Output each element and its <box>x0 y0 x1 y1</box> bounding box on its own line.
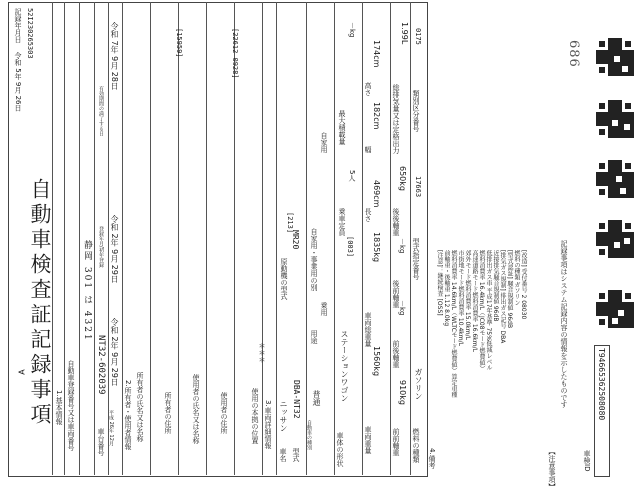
expiry-label: 有効期間の満了する日 <box>98 86 104 136</box>
remarks-line: [注意]：継続検査 [OSS] <box>436 250 443 316</box>
vehicle-section-heading: 3.車両詳細情報 <box>264 400 272 449</box>
remarks-line: 高速道路モード燃料消費率 16.6km/L <box>471 250 478 352</box>
issue-date-2: 令和 2年 9月 29日 <box>110 215 119 283</box>
max-load-label: 最大積載量 <box>338 110 346 145</box>
height-label: 高さ <box>364 82 372 96</box>
vehicle-name-label: 車名 <box>279 448 287 462</box>
vehicle-name-code: [213] <box>286 212 294 234</box>
remarks-heading: 4.備考 <box>428 448 436 469</box>
base-location-label: 使用の本拠の位置 <box>251 388 259 444</box>
qr-code-icon <box>596 290 634 328</box>
qr-code-icon <box>596 100 634 138</box>
gross-label: 車両総重量 <box>364 312 372 347</box>
designation-value: 17663 <box>414 176 422 198</box>
notice-text: 記録事項はシステム記録内容の情報を示したものです <box>560 240 568 408</box>
id-value: T94665362508080 <box>597 348 606 421</box>
user-name-label: 使用者の氏名又は名称 <box>192 374 200 444</box>
class-value: 0175 <box>414 28 422 45</box>
record-date: 令和 5年 9月 26日 <box>14 52 22 112</box>
handwritten-number: 686 <box>566 40 581 68</box>
engine-value: MR20 <box>291 230 300 250</box>
user-code: [22612 0928] <box>231 28 239 79</box>
length-value: 469cm <box>372 180 381 208</box>
class-label: 類別区分番号 <box>412 90 420 132</box>
capacity-label: 乗車定員 <box>338 208 346 236</box>
max-load-value: －kg <box>348 22 356 38</box>
engine-label: 原動機の型式 <box>280 258 288 300</box>
chassis-value: NT32-602039 <box>96 335 106 395</box>
capacity-value: 5人 <box>348 170 356 182</box>
qr-code-icon <box>596 220 634 258</box>
base-location-value: ＊＊＊ <box>258 342 266 363</box>
registration-label: 自動車登録番号又は車両番号 <box>67 360 75 451</box>
remarks-line: [型式認証] 騒音規制値 96dB <box>506 250 513 329</box>
weight-value: 1560kg <box>372 346 381 377</box>
remarks-line: [改造] 受付番号 2 08030 <box>520 250 527 320</box>
owner-address-label: 所有者の住所 <box>164 392 172 434</box>
width-label: 幅 <box>364 146 372 153</box>
use-value: 乗用 <box>320 302 328 316</box>
displacement-label: 総排気量又は定格出力 <box>392 84 400 154</box>
registration-value: 静岡 301 は 4321 <box>82 240 92 342</box>
weight-label: 車両重量 <box>364 426 372 454</box>
fuel-value: ガソリン <box>414 368 423 400</box>
remarks-line: 燃料消費率 14.6km/L（WLTCモード燃費値）算定車種 <box>450 250 457 398</box>
first-registration-value: 平成 26年 12月 <box>108 410 114 446</box>
model-label: 型式 <box>292 448 300 462</box>
basic-section-heading: 1.基本情報 <box>55 390 63 425</box>
remarks-line: 前軸重・後軸重 1.12 8.0kg <box>443 250 450 326</box>
front-rear-label: 前後軸重 <box>392 340 400 368</box>
remarks-block <box>436 250 526 450</box>
private-label: 自家用・事業用の別 <box>310 228 318 291</box>
remarks-line: 市街地モード燃料消費率 10.4km/L <box>457 250 464 346</box>
print-number: 52I230265303 <box>26 8 34 59</box>
length-label: 長さ <box>364 208 372 222</box>
rear-axle-label: 後後軸重 <box>392 208 400 236</box>
kind-label: 自動車の種別 <box>306 420 312 450</box>
remarks-line: [排気ガス規制] 排出ガス記号 DBA <box>499 250 506 344</box>
record-date-label: 記録年月日 <box>14 8 22 43</box>
notice-label: 【注意事項】 <box>548 448 556 490</box>
first-registration-label: 登録年月/初年登録 <box>98 226 104 268</box>
remarks-line: 燃料の種類 ガソリン <box>513 250 520 306</box>
gross-value: 1835kg <box>372 232 381 263</box>
displacement-value: 1.99L <box>400 22 409 45</box>
body-value: ステーションワゴン <box>340 330 349 402</box>
qr-code-icon <box>596 160 634 198</box>
issue-date-1: 令和 2年 9月 29日 <box>110 318 119 386</box>
remarks-line: 燃料消費率 16.4km/L（JC08モード燃費値） <box>478 250 485 372</box>
designation-label: 型式指定番号 <box>412 238 420 280</box>
remarks-line: 低排出ガス車 平成17年基準 75%低減レベル <box>485 250 492 371</box>
expiry-value: 令和 7年 9月 28日 <box>110 22 119 90</box>
remarks-line: 郊外モード燃料消費率 15.0km/L <box>464 250 471 340</box>
chassis-label: 車台番号 <box>97 428 105 456</box>
body-label: 車体の形状 <box>336 432 344 467</box>
front-axle-label: 前前軸重 <box>392 428 400 456</box>
front-axle-value: 910kg <box>398 380 407 405</box>
doc-letter: A <box>17 369 27 375</box>
model-value: DBA-NT32 <box>292 380 301 419</box>
doc-title: 自動車検査証記録事項 <box>28 178 52 428</box>
height-value: 174cm <box>372 40 381 68</box>
vehicle-name-value: ニッサン <box>279 400 288 432</box>
rear-front-label: 後前軸重 <box>392 280 400 308</box>
owner-code: [15959] <box>175 28 183 58</box>
fuel-label: 燃料の種類 <box>412 428 420 463</box>
remarks-line: 近接排気騒音規制値 96dB <box>492 250 499 322</box>
user-address-label: 使用者の住所 <box>220 392 228 434</box>
rear-axle-value: 650kg <box>398 166 407 191</box>
width-value: 182cm <box>372 102 381 130</box>
qr-code-icon <box>596 38 634 76</box>
kind-value: 普通 <box>312 390 321 406</box>
rear-front-value: －kg <box>398 238 406 254</box>
use-label: 用途 <box>310 330 318 344</box>
private-value: 自家用 <box>320 132 328 153</box>
owner-name-label: 所有者の氏名又は名称 <box>136 372 144 442</box>
id-label: 車検ID <box>583 450 591 472</box>
owner-section-heading: 2.所有者・使用者情報 <box>124 380 132 450</box>
front-rear-value: －kg <box>398 300 406 316</box>
body-code: [003] <box>346 236 354 258</box>
